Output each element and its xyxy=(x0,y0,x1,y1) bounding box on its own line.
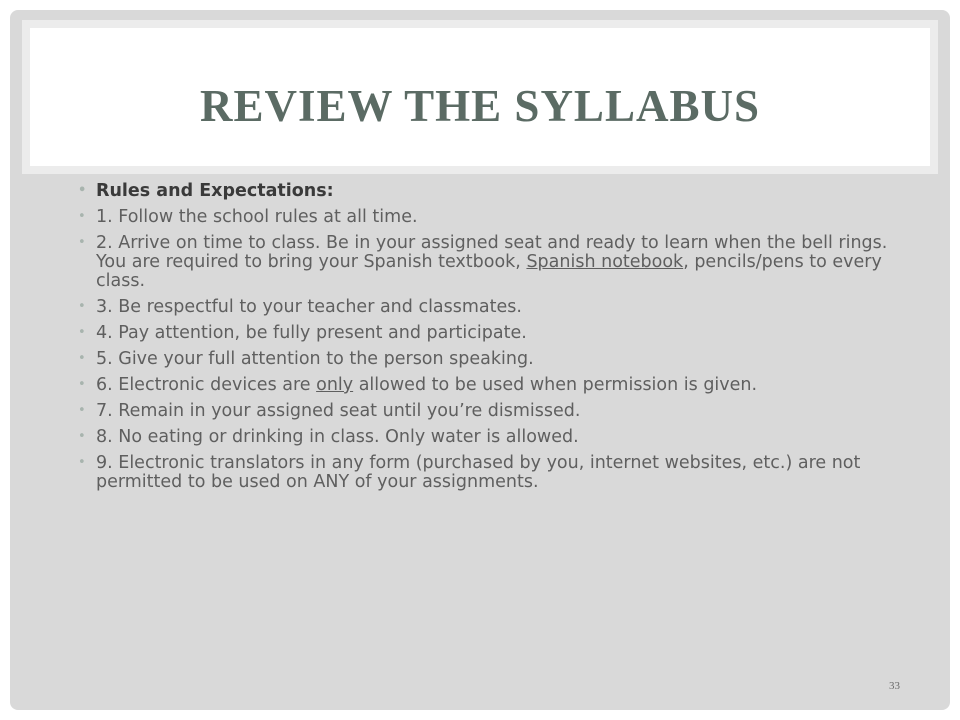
bullet-icon: • xyxy=(78,325,86,340)
bullet-icon: • xyxy=(78,351,86,366)
underlined-text: only xyxy=(316,375,354,395)
list-item xyxy=(78,324,908,343)
rule-text: 5. Give your full attention to the person speaking. xyxy=(96,349,534,369)
list-item xyxy=(78,350,908,369)
list-item xyxy=(78,402,908,421)
rule-text: 2. Arrive on time to class. Be in your assigned seat and ready to learn when the bell rings. You are required to bring your Spanish textbook, xyxy=(96,233,888,272)
list-item xyxy=(78,234,908,291)
rule-text: allowed to be used when permission is given. xyxy=(353,375,758,395)
list-item xyxy=(78,208,908,227)
list-item xyxy=(78,298,908,317)
rule-text: 4. Pay attention, be fully present and participate. xyxy=(96,323,527,343)
bullet-icon: • xyxy=(78,455,86,470)
title-box xyxy=(30,28,930,166)
rules-heading: Rules and Expectations: xyxy=(96,181,334,201)
rule-text: , pencils/pens to every class. xyxy=(96,252,882,291)
rule-text: 1. Follow the school rules at all time. xyxy=(96,207,418,227)
bullet-icon: • xyxy=(78,429,86,444)
bullet-icon: • xyxy=(78,183,87,198)
rules-list xyxy=(78,182,908,499)
bullet-icon: • xyxy=(78,299,86,314)
list-item-heading xyxy=(78,182,908,201)
rule-text: 7. Remain in your assigned seat until you’re dismissed. xyxy=(96,401,581,421)
bullet-icon: • xyxy=(78,209,86,224)
list-item xyxy=(78,428,908,447)
rule-text: 3. Be respectful to your teacher and classmates. xyxy=(96,297,522,317)
rule-text: 8. No eating or drinking in class. Only water is allowed. xyxy=(96,427,579,447)
slide xyxy=(10,10,950,710)
slide-title: REVIEW THE SYLLABUS xyxy=(199,81,761,131)
page-number: 33 xyxy=(889,680,900,692)
rule-text: 9. Electronic translators in any form (purchased by you, internet websites, etc.) are not permitted to be used on ANY of your assignments. xyxy=(96,453,861,492)
bullet-icon: • xyxy=(78,377,86,392)
bullet-icon: • xyxy=(78,235,86,250)
list-item xyxy=(78,376,908,395)
rule-text: 6. Electronic devices are xyxy=(96,375,317,395)
list-item xyxy=(78,454,908,492)
underlined-text: Spanish notebook xyxy=(526,252,684,272)
bullet-icon: • xyxy=(78,403,86,418)
